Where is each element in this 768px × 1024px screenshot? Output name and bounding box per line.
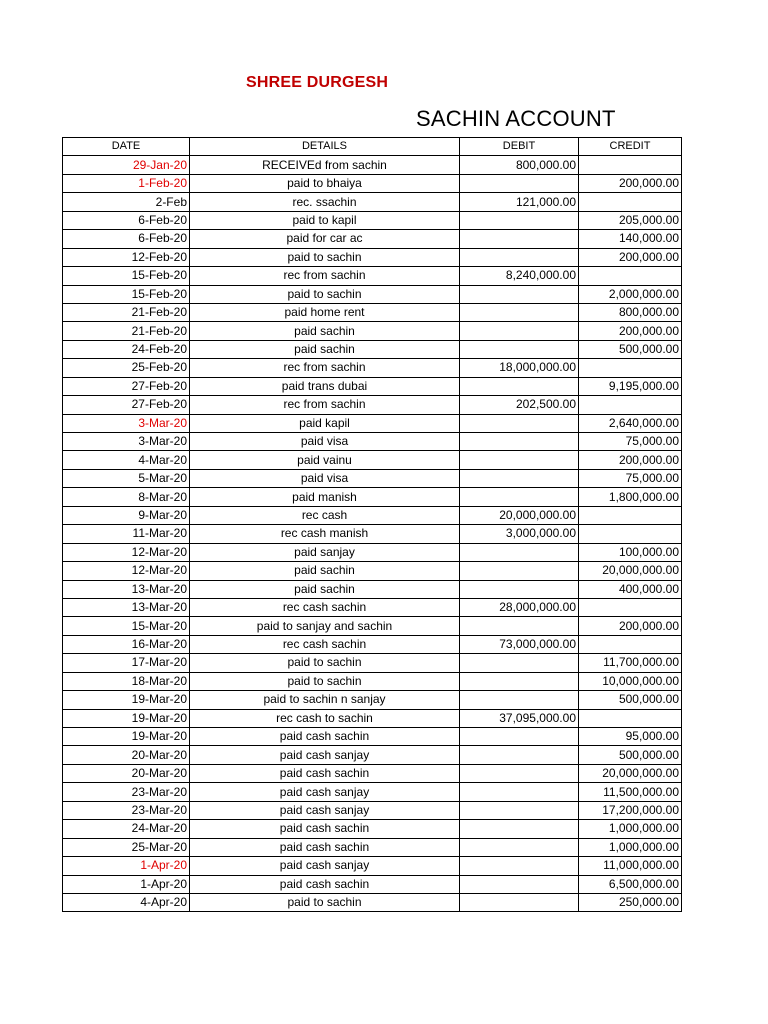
cell-details: paid vainu [190, 451, 460, 469]
cell-credit: 500,000.00 [579, 691, 682, 709]
cell-credit: 200,000.00 [579, 322, 682, 340]
cell-credit: 9,195,000.00 [579, 377, 682, 395]
cell-date: 25-Feb-20 [63, 359, 190, 377]
cell-credit: 140,000.00 [579, 230, 682, 248]
column-header-credit: CREDIT [579, 138, 682, 156]
cell-details: paid cash sachin [190, 820, 460, 838]
cell-credit: 200,000.00 [579, 451, 682, 469]
cell-debit [460, 801, 579, 819]
table-row [63, 543, 682, 561]
table-row [63, 598, 682, 616]
cell-details: paid to sanjay and sachin [190, 617, 460, 635]
table-row [63, 211, 682, 229]
cell-debit [460, 672, 579, 690]
cell-credit [579, 396, 682, 414]
table-row [63, 783, 682, 801]
ledger-body [63, 156, 682, 912]
cell-details: paid cash sanjay [190, 783, 460, 801]
cell-debit [460, 451, 579, 469]
cell-debit: 3,000,000.00 [460, 525, 579, 543]
cell-credit: 500,000.00 [579, 340, 682, 358]
cell-debit [460, 617, 579, 635]
cell-date: 8-Mar-20 [63, 488, 190, 506]
cell-credit: 10,000,000.00 [579, 672, 682, 690]
cell-details: paid to bhaiya [190, 174, 460, 192]
cell-date: 6-Feb-20 [63, 211, 190, 229]
cell-details: paid cash sachin [190, 764, 460, 782]
table-row [63, 193, 682, 211]
cell-debit [460, 746, 579, 764]
cell-date: 17-Mar-20 [63, 654, 190, 672]
cell-date: 13-Mar-20 [63, 580, 190, 598]
cell-details: paid manish [190, 488, 460, 506]
cell-date: 25-Mar-20 [63, 838, 190, 856]
cell-details: paid sachin [190, 580, 460, 598]
table-row [63, 414, 682, 432]
cell-credit: 11,000,000.00 [579, 857, 682, 875]
cell-date: 23-Mar-20 [63, 801, 190, 819]
cell-credit: 400,000.00 [579, 580, 682, 598]
cell-credit: 200,000.00 [579, 617, 682, 635]
company-name: SHREE DURGESH [246, 74, 389, 91]
cell-credit [579, 156, 682, 174]
cell-date: 24-Mar-20 [63, 820, 190, 838]
cell-debit: 28,000,000.00 [460, 598, 579, 616]
cell-date: 3-Mar-20 [63, 433, 190, 451]
cell-credit: 20,000,000.00 [579, 764, 682, 782]
cell-debit: 8,240,000.00 [460, 267, 579, 285]
cell-details: paid for car ac [190, 230, 460, 248]
cell-debit [460, 488, 579, 506]
cell-details: paid sachin [190, 340, 460, 358]
cell-date: 15-Feb-20 [63, 267, 190, 285]
cell-credit: 200,000.00 [579, 248, 682, 266]
cell-debit [460, 285, 579, 303]
cell-credit [579, 359, 682, 377]
table-row [63, 248, 682, 266]
cell-details: RECEIVEd from sachin [190, 156, 460, 174]
cell-debit [460, 857, 579, 875]
ledger-table [62, 137, 682, 912]
cell-credit: 75,000.00 [579, 469, 682, 487]
cell-date: 27-Feb-20 [63, 377, 190, 395]
cell-details: paid cash sanjay [190, 801, 460, 819]
cell-details: paid to sachin n sanjay [190, 691, 460, 709]
cell-credit: 2,640,000.00 [579, 414, 682, 432]
cell-details: rec cash sachin [190, 635, 460, 653]
table-row [63, 488, 682, 506]
cell-debit [460, 174, 579, 192]
cell-details: rec from sachin [190, 396, 460, 414]
cell-date: 21-Feb-20 [63, 303, 190, 321]
cell-date: 12-Mar-20 [63, 562, 190, 580]
cell-date: 20-Mar-20 [63, 764, 190, 782]
cell-credit [579, 635, 682, 653]
cell-debit [460, 654, 579, 672]
cell-details: paid visa [190, 433, 460, 451]
cell-debit [460, 820, 579, 838]
cell-debit [460, 543, 579, 561]
cell-debit [460, 414, 579, 432]
cell-credit [579, 506, 682, 524]
cell-date: 1-Feb-20 [63, 174, 190, 192]
cell-date: 18-Mar-20 [63, 672, 190, 690]
table-row [63, 285, 682, 303]
cell-credit: 95,000.00 [579, 728, 682, 746]
cell-debit: 73,000,000.00 [460, 635, 579, 653]
cell-details: rec from sachin [190, 267, 460, 285]
cell-date: 3-Mar-20 [63, 414, 190, 432]
cell-date: 21-Feb-20 [63, 322, 190, 340]
cell-debit [460, 433, 579, 451]
cell-details: rec from sachin [190, 359, 460, 377]
table-row [63, 433, 682, 451]
cell-credit: 6,500,000.00 [579, 875, 682, 893]
cell-credit: 75,000.00 [579, 433, 682, 451]
cell-debit [460, 340, 579, 358]
cell-credit: 250,000.00 [579, 893, 682, 911]
cell-date: 11-Mar-20 [63, 525, 190, 543]
cell-date: 4-Apr-20 [63, 893, 190, 911]
cell-date: 4-Mar-20 [63, 451, 190, 469]
cell-date: 12-Feb-20 [63, 248, 190, 266]
cell-debit [460, 838, 579, 856]
table-row [63, 875, 682, 893]
cell-debit: 121,000.00 [460, 193, 579, 211]
cell-debit [460, 764, 579, 782]
cell-debit [460, 562, 579, 580]
table-row [63, 174, 682, 192]
cell-date: 19-Mar-20 [63, 709, 190, 727]
cell-credit: 2,000,000.00 [579, 285, 682, 303]
cell-debit [460, 322, 579, 340]
cell-credit: 1,800,000.00 [579, 488, 682, 506]
table-row [63, 617, 682, 635]
cell-credit: 500,000.00 [579, 746, 682, 764]
cell-date: 23-Mar-20 [63, 783, 190, 801]
table-row [63, 801, 682, 819]
cell-debit [460, 469, 579, 487]
table-row [63, 230, 682, 248]
cell-credit: 17,200,000.00 [579, 801, 682, 819]
cell-debit [460, 230, 579, 248]
cell-date: 1-Apr-20 [63, 875, 190, 893]
cell-debit: 202,500.00 [460, 396, 579, 414]
cell-credit: 205,000.00 [579, 211, 682, 229]
cell-debit: 37,095,000.00 [460, 709, 579, 727]
cell-debit: 20,000,000.00 [460, 506, 579, 524]
cell-credit [579, 525, 682, 543]
table-row [63, 672, 682, 690]
cell-details: paid cash sanjay [190, 746, 460, 764]
table-row [63, 838, 682, 856]
cell-details: paid cash sachin [190, 838, 460, 856]
header-row [63, 138, 682, 156]
table-row [63, 635, 682, 653]
cell-credit [579, 267, 682, 285]
cell-debit: 800,000.00 [460, 156, 579, 174]
cell-date: 24-Feb-20 [63, 340, 190, 358]
cell-date: 6-Feb-20 [63, 230, 190, 248]
cell-details: rec. ssachin [190, 193, 460, 211]
cell-details: paid visa [190, 469, 460, 487]
cell-credit: 800,000.00 [579, 303, 682, 321]
cell-debit [460, 248, 579, 266]
account-title: SACHIN ACCOUNT [416, 106, 616, 131]
cell-date: 13-Mar-20 [63, 598, 190, 616]
cell-details: paid to sachin [190, 285, 460, 303]
cell-details: paid trans dubai [190, 377, 460, 395]
ledger-header [63, 138, 682, 156]
cell-date: 2-Feb [63, 193, 190, 211]
table-row [63, 764, 682, 782]
cell-details: paid to sachin [190, 893, 460, 911]
cell-date: 15-Feb-20 [63, 285, 190, 303]
cell-debit [460, 893, 579, 911]
cell-details: paid to sachin [190, 672, 460, 690]
table-row [63, 340, 682, 358]
cell-details: paid to sachin [190, 248, 460, 266]
table-row [63, 506, 682, 524]
cell-debit: 18,000,000.00 [460, 359, 579, 377]
cell-details: rec cash to sachin [190, 709, 460, 727]
cell-date: 19-Mar-20 [63, 691, 190, 709]
cell-debit [460, 783, 579, 801]
cell-credit: 11,700,000.00 [579, 654, 682, 672]
cell-debit [460, 875, 579, 893]
table-row [63, 451, 682, 469]
cell-date: 19-Mar-20 [63, 728, 190, 746]
cell-details: paid kapil [190, 414, 460, 432]
cell-credit [579, 709, 682, 727]
cell-date: 5-Mar-20 [63, 469, 190, 487]
cell-credit: 1,000,000.00 [579, 820, 682, 838]
cell-credit: 11,500,000.00 [579, 783, 682, 801]
cell-debit [460, 303, 579, 321]
cell-date: 29-Jan-20 [63, 156, 190, 174]
table-row [63, 303, 682, 321]
table-row [63, 377, 682, 395]
cell-date: 1-Apr-20 [63, 857, 190, 875]
cell-details: rec cash manish [190, 525, 460, 543]
column-header-debit: DEBIT [460, 138, 579, 156]
cell-debit [460, 691, 579, 709]
cell-details: rec cash sachin [190, 598, 460, 616]
cell-debit [460, 211, 579, 229]
cell-details: paid cash sachin [190, 875, 460, 893]
cell-debit [460, 728, 579, 746]
table-row [63, 396, 682, 414]
table-row [63, 359, 682, 377]
table-row [63, 820, 682, 838]
table-row [63, 728, 682, 746]
table-row [63, 691, 682, 709]
cell-credit: 20,000,000.00 [579, 562, 682, 580]
cell-details: paid sachin [190, 322, 460, 340]
cell-date: 20-Mar-20 [63, 746, 190, 764]
table-row [63, 746, 682, 764]
cell-date: 27-Feb-20 [63, 396, 190, 414]
cell-credit: 1,000,000.00 [579, 838, 682, 856]
table-row [63, 893, 682, 911]
cell-details: paid home rent [190, 303, 460, 321]
table-row [63, 580, 682, 598]
table-row [63, 469, 682, 487]
table-row [63, 857, 682, 875]
cell-date: 9-Mar-20 [63, 506, 190, 524]
table-row [63, 654, 682, 672]
cell-credit [579, 598, 682, 616]
cell-date: 15-Mar-20 [63, 617, 190, 635]
cell-date: 16-Mar-20 [63, 635, 190, 653]
table-row [63, 525, 682, 543]
table-row [63, 156, 682, 174]
cell-details: paid to kapil [190, 211, 460, 229]
cell-details: paid to sachin [190, 654, 460, 672]
column-header-details: DETAILS [190, 138, 460, 156]
cell-details: rec cash [190, 506, 460, 524]
cell-details: paid cash sachin [190, 728, 460, 746]
cell-details: paid sachin [190, 562, 460, 580]
table-row [63, 709, 682, 727]
cell-credit [579, 193, 682, 211]
cell-details: paid sanjay [190, 543, 460, 561]
table-row [63, 562, 682, 580]
table-row [63, 322, 682, 340]
cell-credit: 100,000.00 [579, 543, 682, 561]
cell-credit: 200,000.00 [579, 174, 682, 192]
cell-debit [460, 377, 579, 395]
cell-date: 12-Mar-20 [63, 543, 190, 561]
cell-details: paid cash sanjay [190, 857, 460, 875]
cell-debit [460, 580, 579, 598]
table-row [63, 267, 682, 285]
column-header-date: DATE [63, 138, 190, 156]
